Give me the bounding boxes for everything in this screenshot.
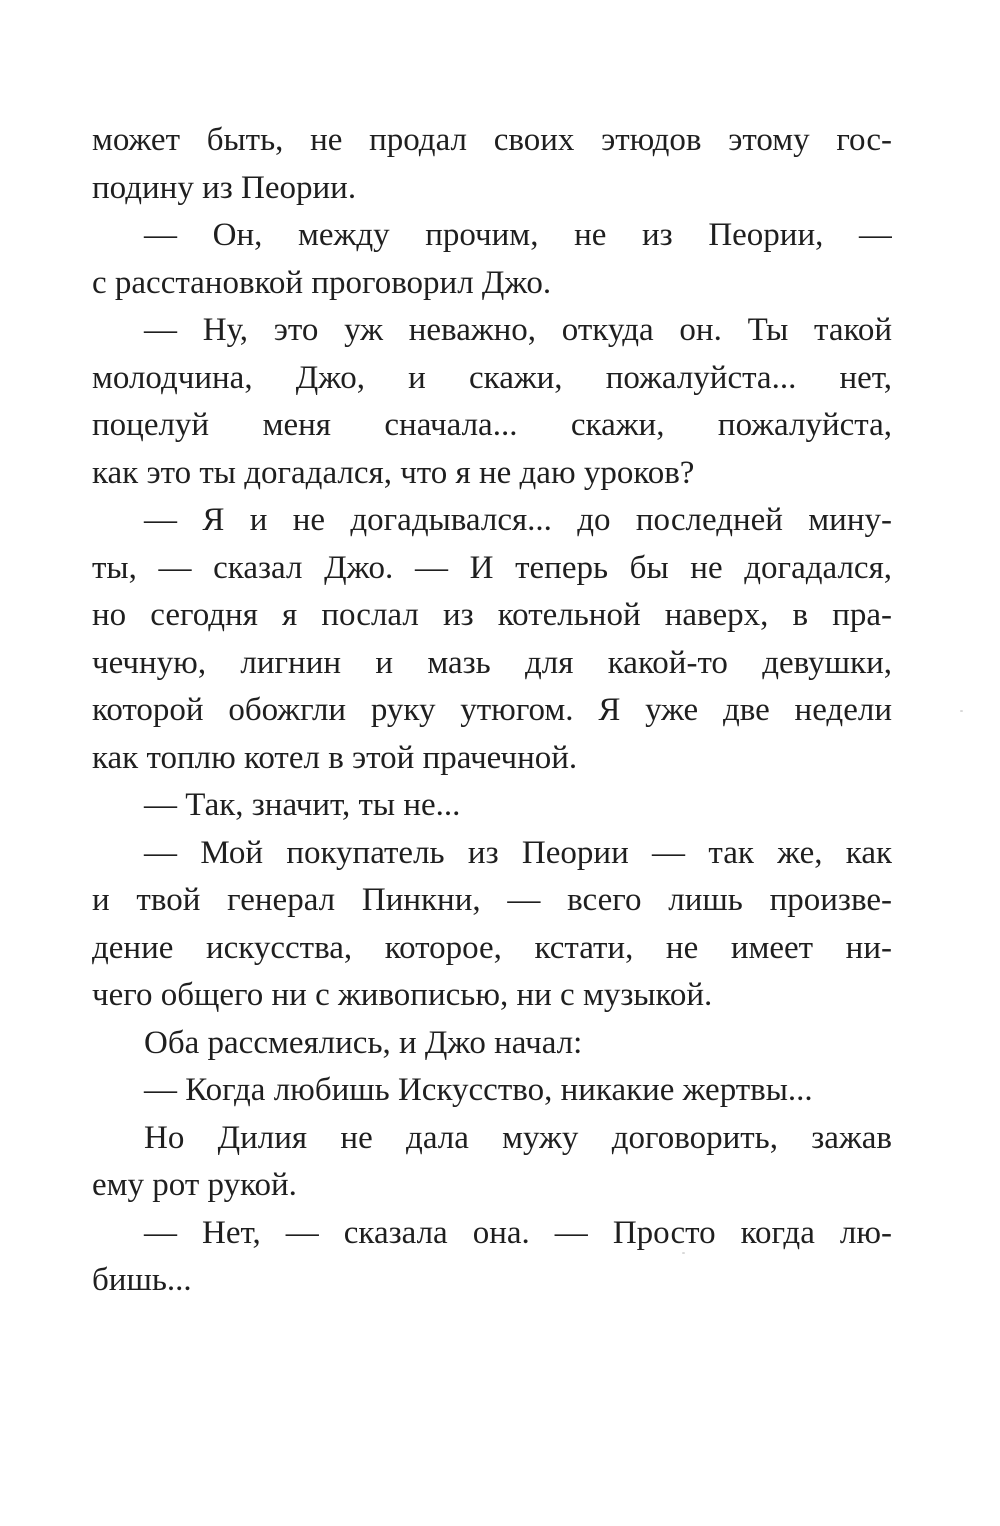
text-line: — Нет, — сказала она. — Просто когда лю- [144, 1214, 892, 1251]
paper-speck [960, 710, 963, 712]
text-line: молодчина, Джо, и скажи, пожалуйста... нет, [92, 359, 892, 396]
text-line: подину из Пеории. [92, 169, 357, 206]
text-line: но сегодня я послал из котельной наверх, в пра- [92, 597, 892, 633]
text-line: — Я и не догадывался... до последней мину- [144, 502, 892, 538]
paper-speck [682, 1252, 685, 1254]
text-line: — Так, значит, ты не... [144, 787, 461, 823]
text-line: может быть, не продал своих этюдов этому гос- [92, 122, 892, 158]
text-line: и твой генерал Пинкни, — всего лишь произве- [92, 882, 892, 918]
text-line: ему рот рукой. [92, 1167, 297, 1203]
text-line: чечную, лигнин и мазь для какой-то девушки, [92, 644, 892, 681]
text-line: которой обожгли руку утюгом. Я уже две недели [92, 692, 892, 728]
text-line: как топлю котел в этой прачечной. [92, 739, 578, 776]
text-line: — Когда любишь Искусство, никакие жертвы... [144, 1072, 813, 1108]
text-line: с расстановкой проговорил Джо. [92, 264, 552, 301]
text-line: Но Дилия не дала мужу договорить, зажав [144, 1119, 892, 1156]
text-line: как это ты догадался, что я не даю уроков? [92, 454, 695, 491]
body-text [92, 117, 892, 1305]
text-line: поцелуй меня сначала... скажи, пожалуйста, [92, 407, 892, 443]
text-line: дение искусства, которое, кстати, не имеет ни- [92, 929, 892, 966]
text-line: — Он, между прочим, не из Пеории, — [144, 217, 892, 253]
text-line: — Ну, это уж неважно, откуда он. Ты такой [144, 312, 892, 348]
text-line: бишь... [92, 1262, 192, 1298]
text-line: Оба рассмеялись, и Джо начал: [144, 1024, 583, 1061]
text-line: — Мой покупатель из Пеории — так же, как [144, 834, 892, 871]
text-line: ты, — сказал Джо. — И теперь бы не догадался, [92, 549, 892, 586]
text-line: чего общего ни с живописью, ни с музыкой. [92, 977, 713, 1013]
